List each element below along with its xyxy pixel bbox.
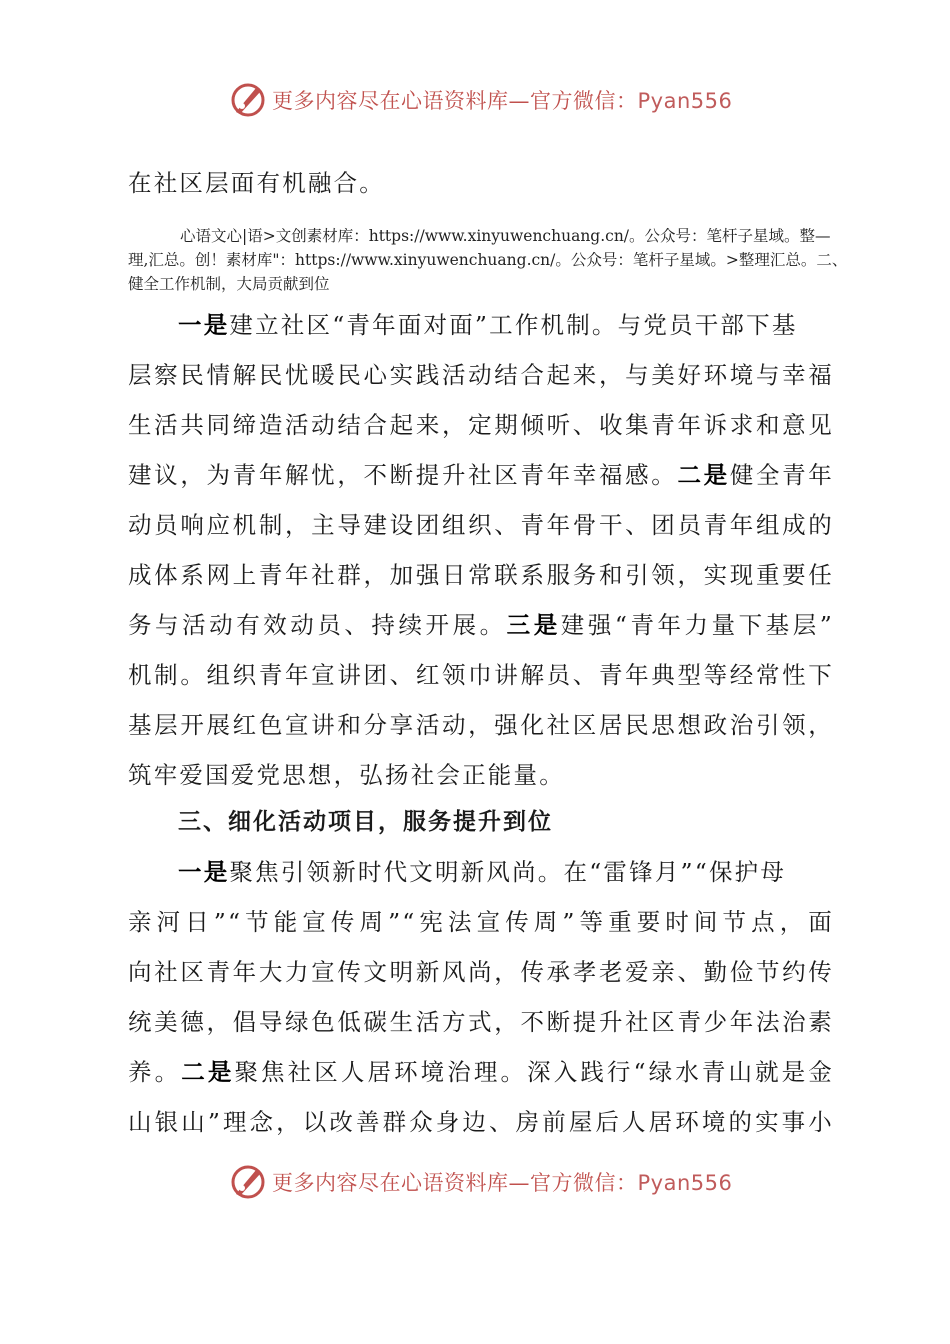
text-line: 山银山”理念，以改善群众身边、房前屋后人居环境的实事小 — [128, 1108, 834, 1136]
text-line: 成体系网上青年社群，加强日常联系服务和引领，实现重要任 — [128, 561, 834, 589]
banner-wechat-id: Pyan556 — [637, 1171, 733, 1195]
banner-text: 更多内容尽在心语资料库—官方微信： — [272, 1171, 638, 1195]
text-line: 务与活动有效动员、持续开展。三是建强“青年力量下基层” — [128, 611, 834, 639]
text-line: 筑牢爱国爱党思想，弘扬社会正能量。 — [128, 761, 565, 789]
text-line: 层察民情解民忧暖民心实践活动结合起来，与美好环境与幸福 — [128, 361, 834, 389]
note-line: 健全工作机制，大局贡献到位 — [128, 275, 330, 293]
text-line: 养。二是聚焦社区人居环境治理。深入践行“绿水青山就是金 — [128, 1058, 834, 1086]
text-line: 基层开展红色宣讲和分享活动，强化社区居民思想政治引领， — [128, 711, 834, 739]
text-line: 一是聚焦引领新时代文明新风尚。在“雷锋月”“保护母 — [178, 858, 787, 886]
note-line: 理,汇总。创！素材库"：https://www.xinyuwenchuang.cn/。公众号：笔杆子星域。>整理汇总。二、 — [128, 251, 848, 269]
intro-line — [128, 158, 834, 208]
text-line: 向社区青年大力宣传文明新风尚，传承孝老爱亲、勤俭节约传 — [128, 958, 834, 986]
note-line: 心语文心|语>文创素材库：https://www.xinyuwenchuang.cn/。公众号：笔杆子星域。整— — [180, 227, 831, 245]
text-line: 统美德，倡导绿色低碳生活方式，不断提升社区青少年法治素 — [128, 1008, 834, 1036]
banner-text: 更多内容尽在心语资料库—官方微信： — [272, 89, 638, 113]
footer-banner — [228, 1160, 732, 1204]
pen-logo-icon — [228, 80, 268, 120]
paragraph-activities — [128, 847, 834, 1147]
text-line: 机制。组织青年宣讲团、红领巾讲解员、青年典型等经常性下 — [128, 661, 834, 689]
text-line: 亲河日”“节能宣传周”“宪法宣传周”等重要时间节点，面 — [128, 908, 834, 936]
text-line: 生活共同缔造活动结合起来，定期倾听、收集青年诉求和意见 — [128, 411, 834, 439]
banner-wechat-id: Pyan556 — [637, 89, 733, 113]
header-banner — [228, 78, 732, 122]
paragraph-work-mechanism — [128, 300, 834, 800]
source-note — [128, 224, 848, 296]
pen-logo-icon — [228, 1162, 268, 1202]
text-line: 一是建立社区“青年面对面”工作机制。与党员干部下基 — [178, 311, 798, 339]
heading-text: 三、细化活动项目，服务提升到位 — [178, 809, 553, 835]
text-line: 建议，为青年解忧，不断提升社区青年幸福感。二是健全青年 — [128, 461, 835, 489]
section-heading — [128, 797, 834, 847]
text-line: 在社区层面有机融合。 — [128, 169, 385, 197]
text-line: 动员响应机制，主导建设团组织、青年骨干、团员青年组成的 — [128, 511, 834, 539]
